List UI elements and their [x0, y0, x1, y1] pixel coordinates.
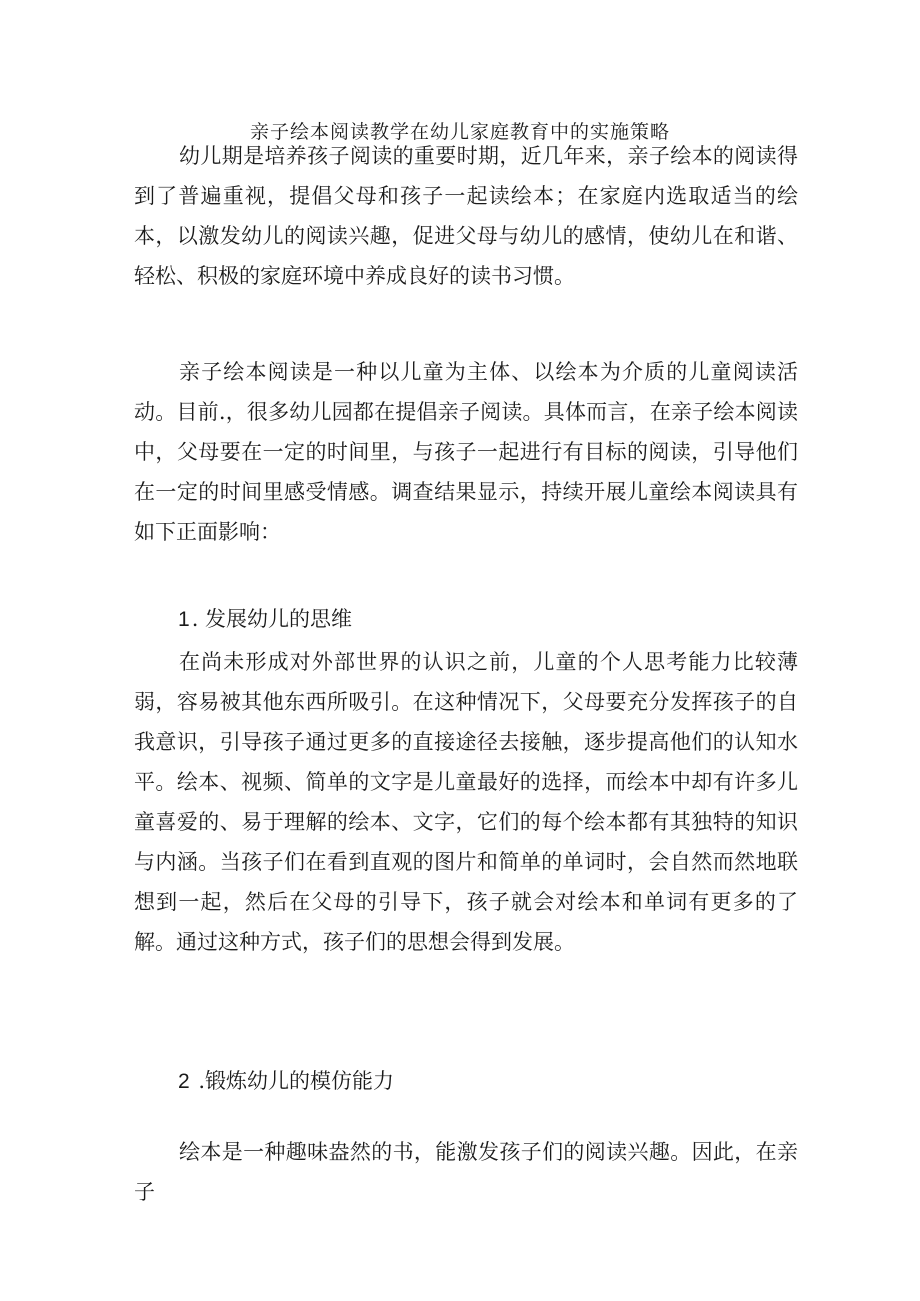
paragraph-imitation: 绘本是一种趣味盎然的书，能激发孩子们的阅读兴趣。因此，在亲子	[134, 1140, 798, 1204]
paragraph-intro: 幼儿期是培养孩子阅读的重要时期，近几年来，亲子绘本的阅读得到了普遍重视，提倡父母和孩子一起读绘本；在家庭内选取适当的绘本，以激发幼儿的阅读兴趣，促进父母与幼儿的感情，使幼儿在和谐、轻松、积极的家庭环境中养成良好的读书习惯。	[134, 144, 798, 288]
section-number: 2	[178, 1070, 190, 1093]
document-title: 亲子绘本阅读教学在幼儿家庭教育中的实施策略	[249, 121, 670, 143]
paragraph-definition: 亲子绘本阅读是一种以儿童为主体、以绘本为介质的儿童阅读活动。目前.，很多幼儿园都在提倡亲子阅读。具体而言，在亲子绘本阅读中，父母要在一定的时间里，与孩子一起进行有目标的阅读，引导他们在一定的时间里感受情感。调查结果显示，持续开展儿童绘本阅读具有如下正面影响：	[134, 360, 798, 544]
section-heading-1	[178, 602, 352, 637]
section-heading-text: .锻炼幼儿的模仿能力	[191, 1069, 395, 1093]
section-heading-text: . 发展幼儿的思维	[191, 607, 353, 631]
section-number: 1	[178, 608, 190, 631]
section-heading-2	[178, 1064, 394, 1099]
paragraph-thinking: 在尚未形成对外部世界的认识之前，儿童的个人思考能力比较薄弱，容易被其他东西所吸引。在这种情况下，父母要充分发挥孩子的自我意识，引导孩子通过更多的直接途径去接触，逐步提高他们的认知水平。绘本、视频、简单的文字是儿童最好的选择，而绘本中却有许多儿童喜爱的、易于理解的绘本、文字，它们的每个绘本都有其独特的知识与内涵。当孩子们在看到直观的图片和简单的单词时，会自然而然地联想到一起，然后在父母的引导下，孩子就会对绘本和单词有更多的了解。通过这种方式，孩子们的思想会得到发展。	[134, 650, 798, 954]
